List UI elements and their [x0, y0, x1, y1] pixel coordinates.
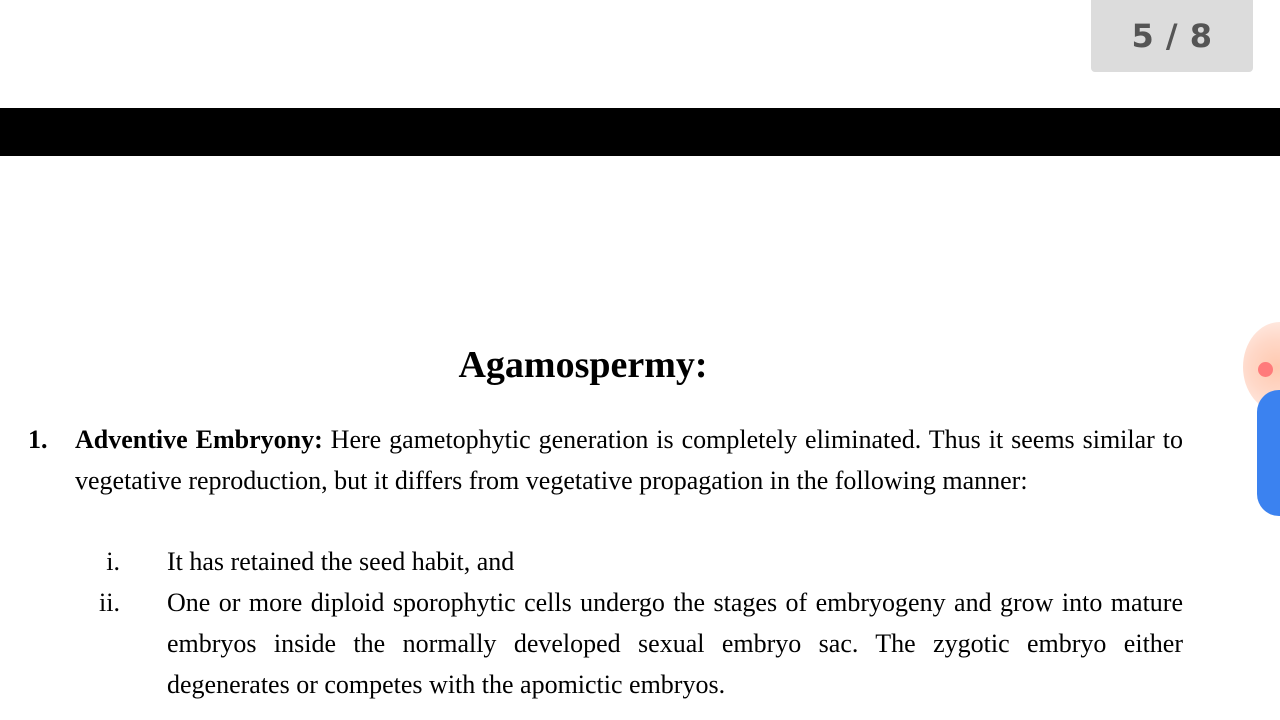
- sub-item-marker: i.: [106, 547, 120, 576]
- item-number: 1.: [28, 425, 48, 454]
- edge-panel-handle-icon[interactable]: [1257, 390, 1280, 516]
- sub-item-text: One or more diploid sporophytic cells undergo the stages of embryogeny and grow into mature embryos inside the normally developed sexual embryo sac. The zygotic embryo either degenerates or competes with the apomictic embryos.: [167, 588, 1183, 699]
- page-indicator: 5 / 8: [1091, 0, 1253, 72]
- document-heading: Agamospermy:: [458, 344, 708, 386]
- black-banner-band: [0, 108, 1280, 156]
- item-term: Adventive Embryony:: [75, 425, 323, 454]
- item-text: Here gametophytic generation is completely eliminated. Thus it seems similar to vegetative reproduction, but it differs from vegetative propagation in the following manner:: [75, 425, 1183, 495]
- sub-item-text: It has retained the seed habit, and: [167, 547, 515, 576]
- notification-dot-icon: [1258, 362, 1273, 377]
- sub-item-marker: ii.: [99, 588, 120, 617]
- item-paragraph: [75, 419, 1183, 501]
